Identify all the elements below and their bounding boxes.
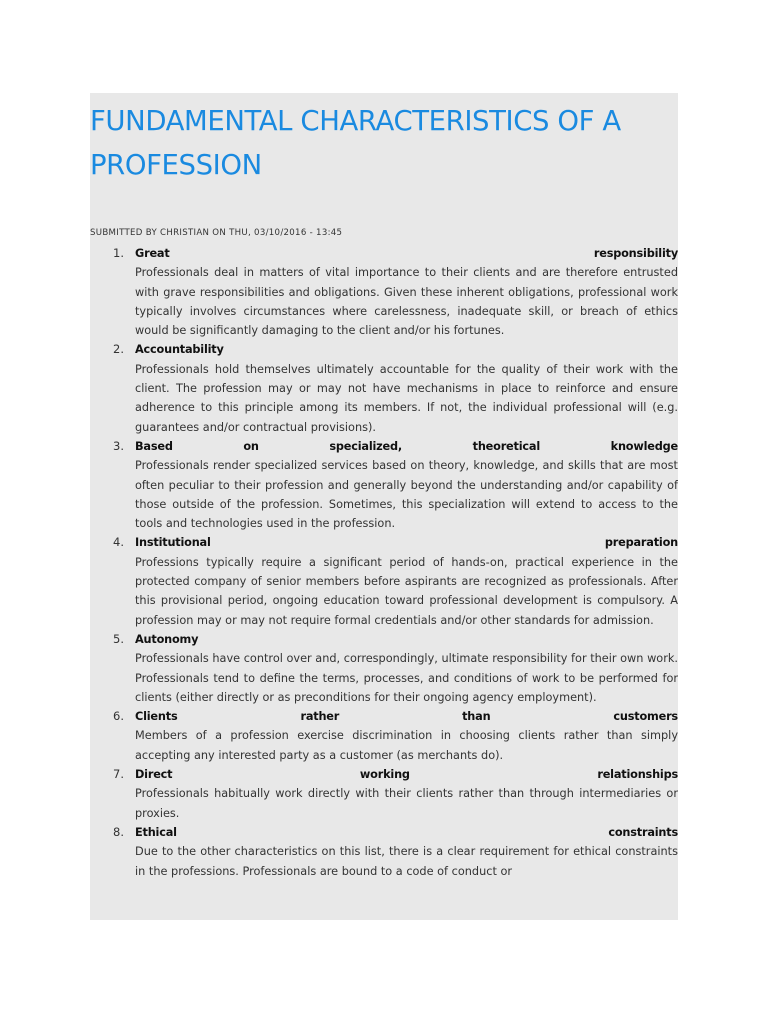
document-page <box>90 93 678 920</box>
item-description: Professionals hold themselves ultimately accountable for the quality of their work with the client. The profession may or may not have mechanisms in place to reinforce and ensure adherence to this principle among its members. If not, the individual professional will (e.g. guarantees and/or contractual provisions). <box>135 362 678 434</box>
heading-word: Accountability <box>135 343 224 357</box>
item-number: 1. <box>113 246 124 260</box>
item-number: 4. <box>113 535 124 550</box>
heading-word: Ethical <box>135 825 177 839</box>
item-heading <box>135 707 678 726</box>
heading-word: Clients <box>135 710 178 724</box>
item-heading <box>135 244 678 263</box>
heading-word: working <box>359 768 410 782</box>
heading-word: knowledge <box>610 439 678 453</box>
title-line-1: FUNDAMENTAL CHARACTERISTICS OF A <box>90 105 621 137</box>
list-item <box>90 630 678 707</box>
list-item <box>90 765 678 823</box>
item-heading <box>135 765 678 784</box>
heading-word: Institutional <box>135 536 211 550</box>
item-description: Professionals deal in matters of vital importance to their clients and are therefore entrusted with grave responsibilities and obligations. Given these inherent obligations, professional work typically involves circumstances where carelessness, inadequate skill, or breach of ethics would be significantly damaging to the client and/or his fortunes. <box>135 266 678 338</box>
heading-word: theoretical <box>472 439 540 453</box>
list-item <box>90 244 678 340</box>
item-heading <box>135 340 678 359</box>
heading-word: relationships <box>597 768 678 782</box>
heading-word: Direct <box>135 768 173 782</box>
article-title <box>90 99 678 187</box>
heading-word: rather <box>300 710 340 724</box>
item-heading <box>135 823 678 842</box>
heading-word: than <box>462 710 491 724</box>
item-description: Professions typically require a significant period of hands-on, practical experience in the protected company of senior members before aspirants are recognized as professionals. After this provisional period, ongoing education toward professional development is compulsory. A profession may or may not require formal credentials and/or other standards for admission. <box>135 555 678 627</box>
list-item <box>90 340 678 436</box>
item-description: Members of a profession exercise discrimination in choosing clients rather than simply accepting any interested party as a customer (as merchants do). <box>135 729 678 762</box>
item-description: Professionals render specialized services based on theory, knowledge, and skills that are most often peculiar to their profession and generally beyond the understanding and/or capability of those outside of the profession. Sometimes, this specialization will extend to access to the tools and technologies used in the profession. <box>135 459 678 531</box>
title-line-2: PROFESSION <box>90 149 262 181</box>
heading-word: on <box>243 439 259 453</box>
submitted-meta: SUBMITTED BY CHRISTIAN ON THU, 03/10/2016 - 13:45 <box>90 227 678 267</box>
item-heading <box>135 533 678 552</box>
item-number: 5. <box>113 631 124 646</box>
heading-word: constraints <box>608 825 678 839</box>
title-block <box>90 93 678 227</box>
list-item <box>90 823 678 881</box>
heading-word: Based <box>135 439 173 453</box>
item-number: 2. <box>113 342 124 357</box>
item-number: 6. <box>113 709 124 724</box>
heading-word: customers <box>613 710 678 724</box>
item-heading <box>135 630 678 649</box>
list-item <box>90 707 678 765</box>
item-heading <box>135 437 678 456</box>
heading-word: Great <box>135 247 170 260</box>
heading-word: Autonomy <box>135 632 199 646</box>
heading-word: preparation <box>604 536 678 550</box>
item-description: Due to the other characteristics on this list, there is a clear requirement for ethical constraints in the professions. Professionals are bound to a code of conduct or <box>135 845 678 878</box>
item-number: 8. <box>113 824 124 839</box>
item-number: 7. <box>113 767 124 782</box>
item-number: 3. <box>113 438 124 453</box>
list-item <box>90 437 678 533</box>
heading-word: responsibility <box>593 247 678 260</box>
item-description: Professionals habitually work directly with their clients rather than through intermediaries or proxies. <box>135 787 678 820</box>
characteristics-list <box>90 244 678 920</box>
item-description: Professionals have control over and, correspondingly, ultimate responsibility for their own work. Professionals tend to define the terms, processes, and conditions of work to be performed for clients (either directly or as preconditions for their ongoing agency employment). <box>135 652 678 704</box>
heading-word: specialized, <box>329 439 402 453</box>
list-item <box>90 533 678 629</box>
